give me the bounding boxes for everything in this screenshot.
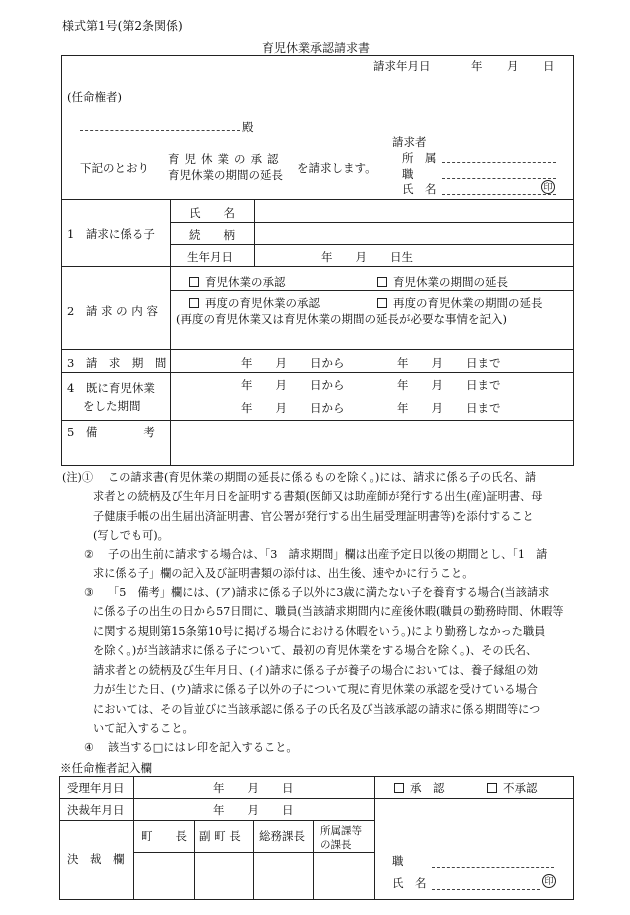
requester-label: 請求者	[392, 135, 427, 149]
general-affairs-label: 総務課長	[259, 829, 305, 843]
recipient-name-field[interactable]	[80, 130, 240, 131]
stamp-deputy-mayor[interactable]	[196, 854, 251, 898]
option-re-extension[interactable]: 再度の育児休業の期間の延長	[377, 295, 543, 311]
affiliation-field[interactable]	[442, 162, 556, 163]
child-relation-label: 続 柄	[189, 228, 235, 242]
note-1	[62, 468, 93, 488]
note-2: ②	[84, 548, 95, 561]
option-re-approval[interactable]: 再度の育児休業の承認	[189, 295, 320, 311]
option-approval[interactable]: 育児休業の承認	[189, 274, 286, 290]
child-birth-label: 生年月日	[187, 250, 233, 264]
recipient-label: (任命権者)	[67, 90, 122, 104]
approve-checkbox[interactable]	[394, 783, 404, 793]
previous-period-1-from[interactable]: 年 月 日から	[241, 378, 345, 392]
period-to[interactable]: 年 月 日まで	[397, 356, 501, 370]
option-extension[interactable]: 育児休業の期間の延長	[377, 274, 508, 290]
form-number: 様式第1号(第2条関係)	[62, 19, 183, 33]
section-1-label: 1 請求に係る子	[67, 227, 155, 241]
decision-date-value[interactable]: 年 月 日	[213, 803, 294, 817]
note-3: ③	[84, 586, 95, 599]
period-from[interactable]: 年 月 日から	[241, 356, 345, 370]
authority-section-title: ※任命権者記入欄	[60, 761, 152, 775]
previous-period-1-to[interactable]: 年 月 日まで	[397, 378, 501, 392]
note-1-text: この請求書(育児休業の期間の延長に係るものを除く。)には、請求に係る子の氏名、請	[108, 471, 537, 484]
position-label: 職	[402, 167, 414, 181]
mayor-label: 町 長	[141, 829, 187, 843]
position-field[interactable]	[442, 178, 556, 179]
authority-position-field[interactable]	[432, 867, 554, 868]
deputy-mayor-label: 副 町 長	[199, 829, 241, 843]
received-date-label: 受理年月日	[67, 781, 125, 795]
reject-option[interactable]: 不承認	[487, 780, 538, 796]
child-name-label: 氏 名	[189, 206, 235, 220]
authority-name-label: 氏 名	[392, 876, 427, 890]
section-2-note: (再度の育児休業又は育児休業の期間の延長が必要な事情を記入)	[176, 312, 507, 326]
dept-head-label-line1: 所属課等	[320, 825, 362, 837]
section-4-label-line1: 4 既に育児休業	[67, 381, 155, 395]
previous-period-2-from[interactable]: 年 月 日から	[241, 401, 345, 415]
re-extension-checkbox[interactable]	[377, 298, 387, 308]
decision-date-label: 決裁年月日	[67, 803, 125, 817]
request-prefix: 下記のとおり	[80, 161, 149, 175]
request-date-day[interactable]: 日	[543, 59, 555, 73]
stamp-dept-head[interactable]	[315, 854, 372, 898]
section-2-label: 2 請 求 の 内 容	[67, 304, 158, 318]
received-date-value[interactable]: 年 月 日	[213, 781, 294, 795]
note-4: ④	[84, 741, 95, 754]
child-relation-field[interactable]	[256, 223, 572, 243]
approval-column-label: 決 裁 欄	[67, 852, 125, 866]
affiliation-label: 所 属	[402, 151, 437, 165]
request-suffix: を請求します。	[297, 161, 377, 175]
note-prefix: (注)①	[62, 471, 94, 484]
section-3-label: 3 請 求 期 間	[67, 356, 167, 370]
stamp-general-affairs[interactable]	[255, 854, 311, 898]
request-date-label: 請求年月日	[373, 59, 431, 73]
child-name-field[interactable]	[256, 201, 572, 221]
name-field[interactable]	[442, 194, 556, 195]
authority-position-label: 職	[392, 854, 404, 868]
authority-name-field[interactable]	[432, 889, 540, 890]
extension-checkbox[interactable]	[377, 277, 387, 287]
request-date-year[interactable]: 年	[471, 59, 483, 73]
authority-seal-icon: 印	[542, 874, 556, 888]
dono-label: 殿	[242, 120, 254, 134]
section-5-label: 5 備 考	[67, 425, 155, 439]
request-date-month[interactable]: 月	[507, 59, 519, 73]
approve-option[interactable]: 承 認	[394, 780, 445, 796]
name-label: 氏 名	[402, 182, 437, 196]
dept-head-label-line2: の課長	[320, 839, 352, 851]
stamp-mayor[interactable]	[135, 854, 192, 898]
request-option-extension: 育児休業の期間の延長	[168, 168, 283, 182]
remarks-field[interactable]	[172, 422, 572, 464]
approval-checkbox[interactable]	[189, 277, 199, 287]
reject-checkbox[interactable]	[487, 783, 497, 793]
requester-seal-icon: 印	[541, 180, 555, 194]
request-option-approval: 育児休業の承認	[168, 152, 284, 166]
section-4-label-line2: をした期間	[83, 399, 141, 413]
previous-period-2-to[interactable]: 年 月 日まで	[397, 401, 501, 415]
child-birth-value[interactable]: 年 月 日生	[321, 250, 413, 264]
page-title: 育児休業承認請求書	[262, 41, 371, 55]
re-approval-checkbox[interactable]	[189, 298, 199, 308]
